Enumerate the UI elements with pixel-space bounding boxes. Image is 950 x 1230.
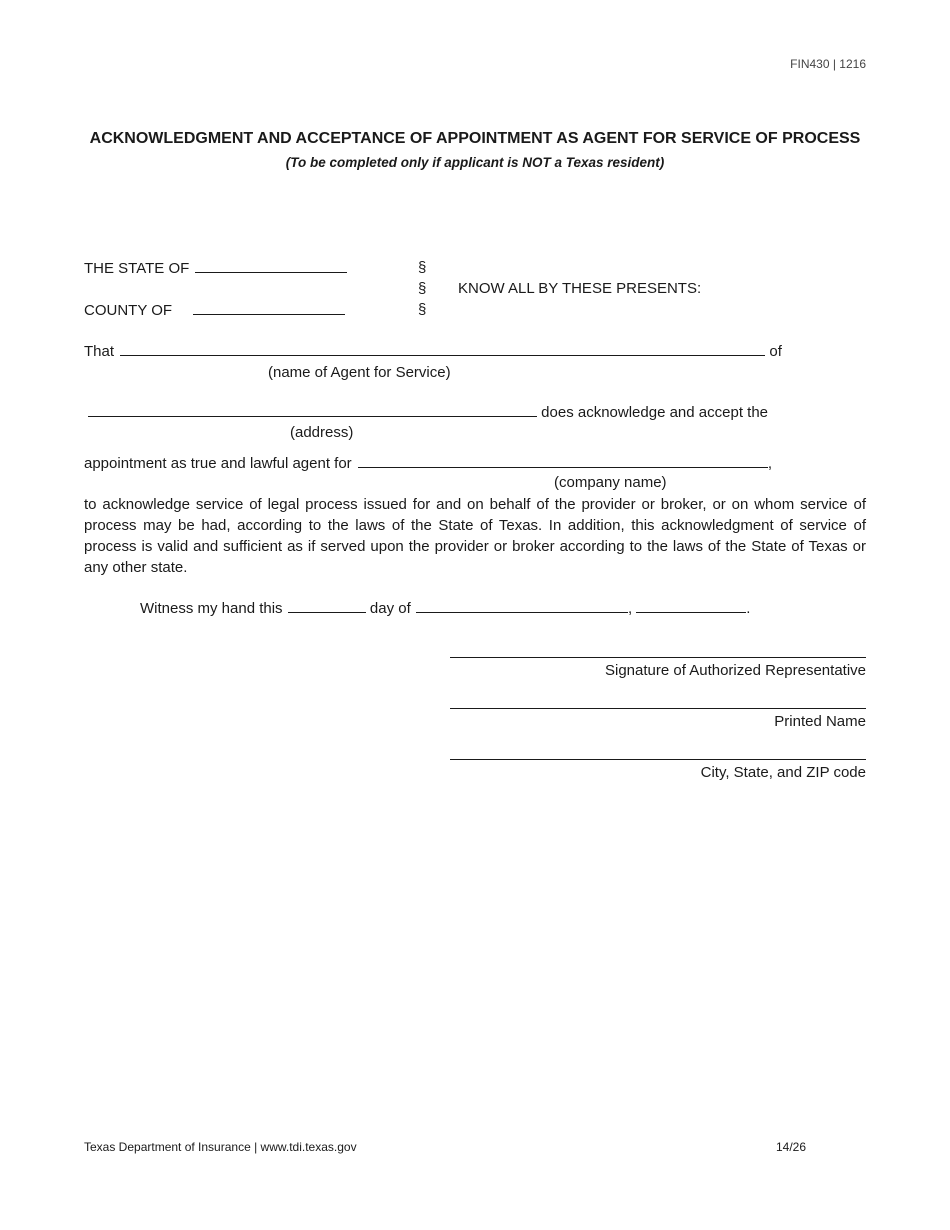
- of-label: of: [769, 343, 782, 360]
- section-symbol-1: §: [418, 259, 427, 276]
- accept-text: does acknowledge and accept the: [541, 404, 769, 421]
- witness-day-field[interactable]: [288, 598, 366, 613]
- address-field[interactable]: [88, 402, 537, 417]
- section-symbol-3: §: [418, 301, 427, 318]
- state-field[interactable]: [195, 258, 347, 273]
- city-state-zip-line[interactable]: [450, 759, 866, 760]
- appointment-row: [84, 453, 772, 474]
- printed-name-label: Printed Name: [774, 713, 866, 730]
- witness-comma: ,: [627, 600, 633, 617]
- agent-name-caption: (name of Agent for Service): [268, 364, 451, 381]
- section-symbol-2: §: [418, 280, 427, 297]
- document-title: ACKNOWLEDGMENT AND ACCEPTANCE OF APPOINTMENT AS AGENT FOR SERVICE OF PROCESS: [89, 130, 861, 147]
- company-name-field[interactable]: [358, 453, 768, 468]
- document-subtitle: (To be completed only if applicant is NOT a Texas resident): [285, 155, 665, 170]
- witness-row: [140, 598, 750, 619]
- county-label: COUNTY OF: [84, 302, 173, 319]
- appointment-comma: ,: [767, 455, 773, 472]
- printed-name-line[interactable]: [450, 708, 866, 709]
- footer-organization: Texas Department of Insurance | www.tdi.texas.gov: [84, 1140, 357, 1154]
- company-name-caption: (company name): [554, 474, 667, 491]
- page-number: 14/26: [776, 1140, 807, 1154]
- state-row: [84, 258, 347, 279]
- witness-prefix: Witness my hand this: [140, 600, 283, 617]
- witness-period: .: [746, 600, 751, 617]
- appointment-text: appointment as true and lawful agent for: [84, 455, 352, 472]
- form-code: FIN430 | 1216: [790, 57, 866, 71]
- address-row: [88, 402, 768, 423]
- witness-year-field[interactable]: [636, 598, 746, 613]
- signature-label: Signature of Authorized Representative: [605, 662, 866, 679]
- signature-line[interactable]: [450, 657, 866, 658]
- agent-row: [84, 341, 782, 362]
- legal-paragraph: to acknowledge service of legal process issued for and on behalf of the provider or broker, or on whom service of process may be had, according to the laws of the State of Texas. In addition, this acknowledgment of service of process is valid and sufficient as if served upon the provider or broker according to the laws of the State of Texas or any other state.: [84, 496, 866, 576]
- state-label: THE STATE OF: [84, 260, 190, 277]
- county-field[interactable]: [193, 300, 345, 315]
- agent-name-field[interactable]: [120, 341, 765, 356]
- witness-month-field[interactable]: [416, 598, 628, 613]
- know-all-presents: KNOW ALL BY THESE PRESENTS:: [458, 280, 702, 297]
- that-label: That: [84, 343, 115, 360]
- city-state-zip-label: City, State, and ZIP code: [700, 764, 866, 781]
- day-of-label: day of: [369, 600, 411, 617]
- county-row: [84, 300, 345, 321]
- address-caption: (address): [290, 424, 354, 441]
